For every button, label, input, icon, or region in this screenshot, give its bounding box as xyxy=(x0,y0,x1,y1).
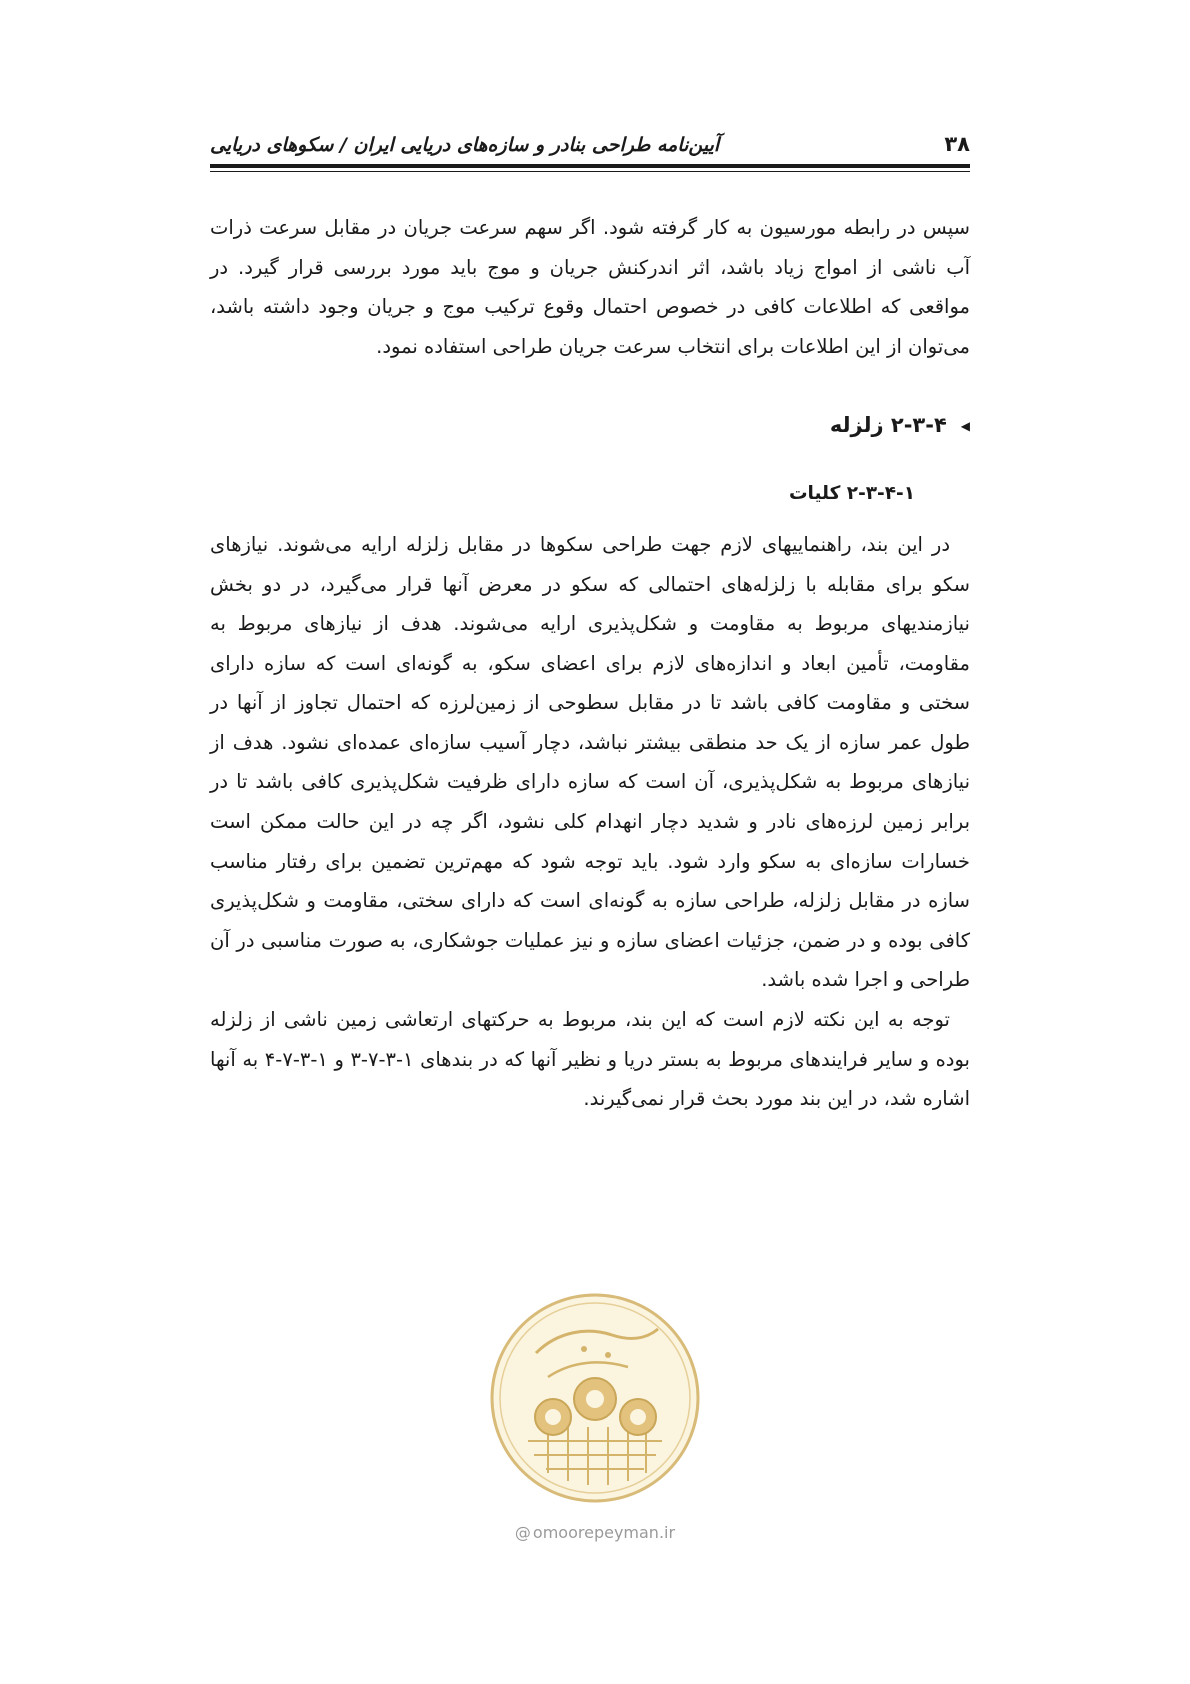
page-number: ۳۸ xyxy=(944,132,970,156)
subsection-heading: ۲-۳-۴-۱ کلیات xyxy=(788,483,915,504)
header-rule-thin xyxy=(210,171,970,172)
at-sign-icon: @ xyxy=(514,1523,531,1542)
body-paragraphs-main xyxy=(210,525,970,1119)
section-heading xyxy=(830,413,970,437)
watermark-caption xyxy=(488,1523,702,1542)
paragraph: سپس در رابطه مورسیون به کار گرفته شود. اگر سهم سرعت جریان در مقابل سرعت ذرات آب ناشی از امواج زیاد باشد، اثر اندرکنش جریان و موج باید مورد بررسی قرار گیرد. در مواقعی که اطلاعات کافی در خصوص احتمال وقوع ترکیب موج و جریان وجود داشته باشد، می‌توان از این اطلاعات برای انتخاب سرعت جریان طراحی استفاده نمود. xyxy=(210,216,970,358)
running-title: آیین‌نامه طراحی بنادر و سازه‌های دریایی ایران / سکوهای دریایی xyxy=(210,134,720,156)
running-header xyxy=(210,128,970,168)
paragraph: در این بند، راهنماییهای لازم جهت طراحی سکوها در مقابل زلزله ارایه می‌شوند. نیازهای سکو برای مقابله با زلزله‌های احتمالی که سکو در معرض آنها قرار می‌گیرد، در دو بخش نیازمندیهای مربوط به مقاومت و شکل‌پذیری ارایه می‌شوند. هدف از نیازهای مربوط به مقاومت، تأمین ابعاد و اندازه‌های لازم برای اعضای سکو، به گونه‌ای است که سازه دارای سختی و مقاومت کافی باشد تا در مقابل سطوحی از زمین‌لرزه که احتمال تجاوز از آنها در طول عمر سازه از یک حد منطقی بیشتر نباشد، دچار آسیب سازه‌ای عمده‌ای نشود. هدف از نیازهای مربوط به شکل‌پذیری، آن است که سازه دارای ظرفیت شکل‌پذیری کافی باشد تا در برابر زمین لرزه‌های نادر و شدید دچار انهدام کلی نشود، اگر چه در این حالت ممکن است خسارات سازه‌ای به سکو وارد شود. باید توجه شود که مهم‌ترین تضمین برای رفتار مناسب سازه در مقابل زلزله، طراحی سازه به گونه‌ای است که دارای سختی، مقاومت و شکل‌پذیری کافی بوده و در ضمن، جزئیات اعضای سازه و نیز عملیات جوشکاری، به صورت مناسبی در آن طراحی و اجرا شده باشد. xyxy=(210,533,970,992)
body-paragraphs-top xyxy=(210,208,970,366)
header-rule-thick xyxy=(210,164,970,168)
section-heading-text: ۲-۳-۴ زلزله xyxy=(829,413,947,437)
watermark-seal-icon xyxy=(488,1291,702,1505)
triangle-bullet-icon: ◀ xyxy=(960,419,970,433)
paragraph: توجه به این نکته لازم است که این بند، مربوط به حرکتهای ارتعاشی زمین ناشی از زلزله بوده و سایر فرایندهای مربوط به بستر دریا و نظیر آنها که در بندهای ۱-۳-۷-۳ و ۱-۳-۷-۴ به آنها اشاره شد، در این بند مورد بحث قرار نمی‌گیرند. xyxy=(210,1007,970,1111)
watermark-caption-text: omoorepeyman.ir xyxy=(532,1523,676,1542)
